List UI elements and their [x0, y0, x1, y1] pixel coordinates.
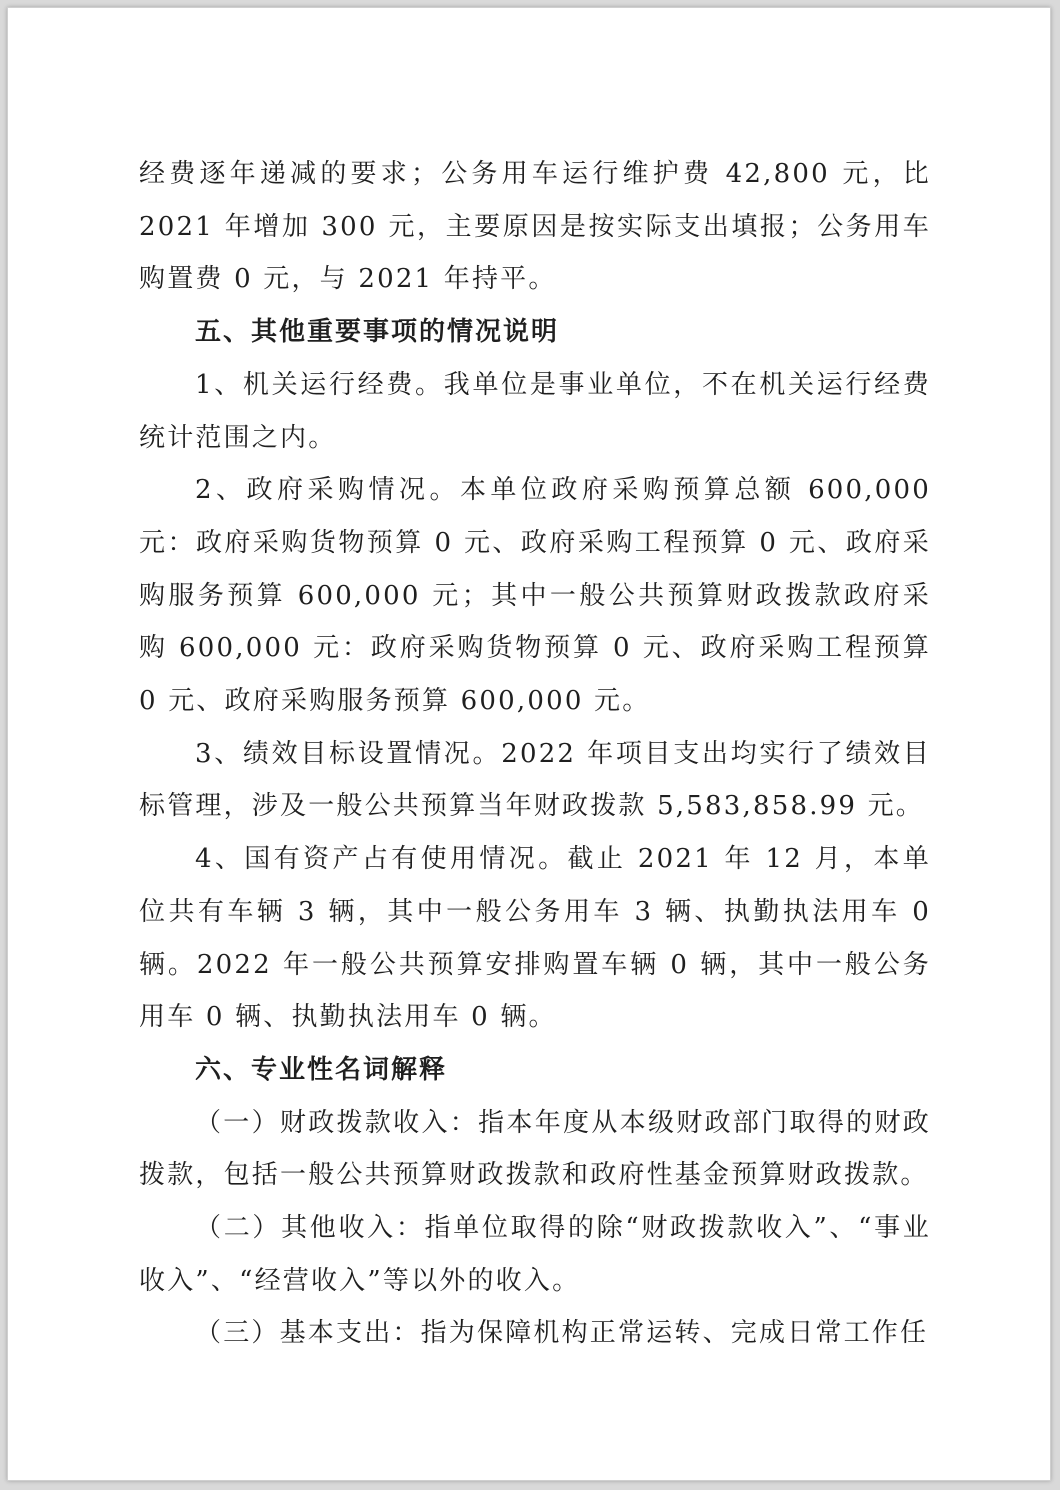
body-paragraph: 1、机关运行经费。我单位是事业单位，不在机关运行经费统计范围之内。: [139, 369, 931, 453]
body-paragraph: 3、绩效目标设置情况。2022 年项目支出均实行了绩效目标管理，涉及一般公共预算当年财政拨款 5,583,858.99 元。: [139, 738, 931, 822]
definition-paragraph: （一）财政拨款收入：指本年度从本级财政部门取得的财政拨款，包括一般公共预算财政拨款和政府性基金预算财政拨款。: [139, 1107, 931, 1191]
section-heading-5: 五、其他重要事项的情况说明: [195, 317, 560, 348]
section-heading-6: 六、专业性名词解释: [195, 1054, 448, 1085]
definition-paragraph: （二）其他收入：指单位取得的除“财政拨款收入”、“事业收入”、“经营收入”等以外的收入。: [139, 1213, 931, 1296]
body-paragraph: 2、政府采购情况。本单位政府采购预算总额 600,000 元：政府采购货物预算 0 元、政府采购工程预算 0 元、政府采购服务预算 600,000 元；其中一般公共预算财政拨款政府采购 600,000 元：政府采购货物预算 0 元、政府采购工程预算 0 元、政府采购服务预算 600,000 元。: [139, 475, 931, 717]
document-body: [139, 148, 931, 1360]
body-paragraph: 4、国有资产占有使用情况。截止 2021 年 12 月，本单位共有车辆 3 辆，其中一般公务用车 3 辆、执勤执法用车 0 辆。2022 年一般公共预算安排购置车辆 0 辆，其中一般公务用车 0 辆、执勤执法用车 0 辆。: [139, 844, 931, 1033]
body-paragraph: 经费逐年递减的要求；公务用车运行维护费 42,800 元，比 2021 年增加 300 元，主要原因是按实际支出填报；公务用车购置费 0 元，与 2021 年持平。: [139, 159, 931, 295]
definition-paragraph: （三）基本支出：指为保障机构正常运转、完成日常工作任: [195, 1318, 929, 1349]
document-page: [7, 7, 1051, 1481]
